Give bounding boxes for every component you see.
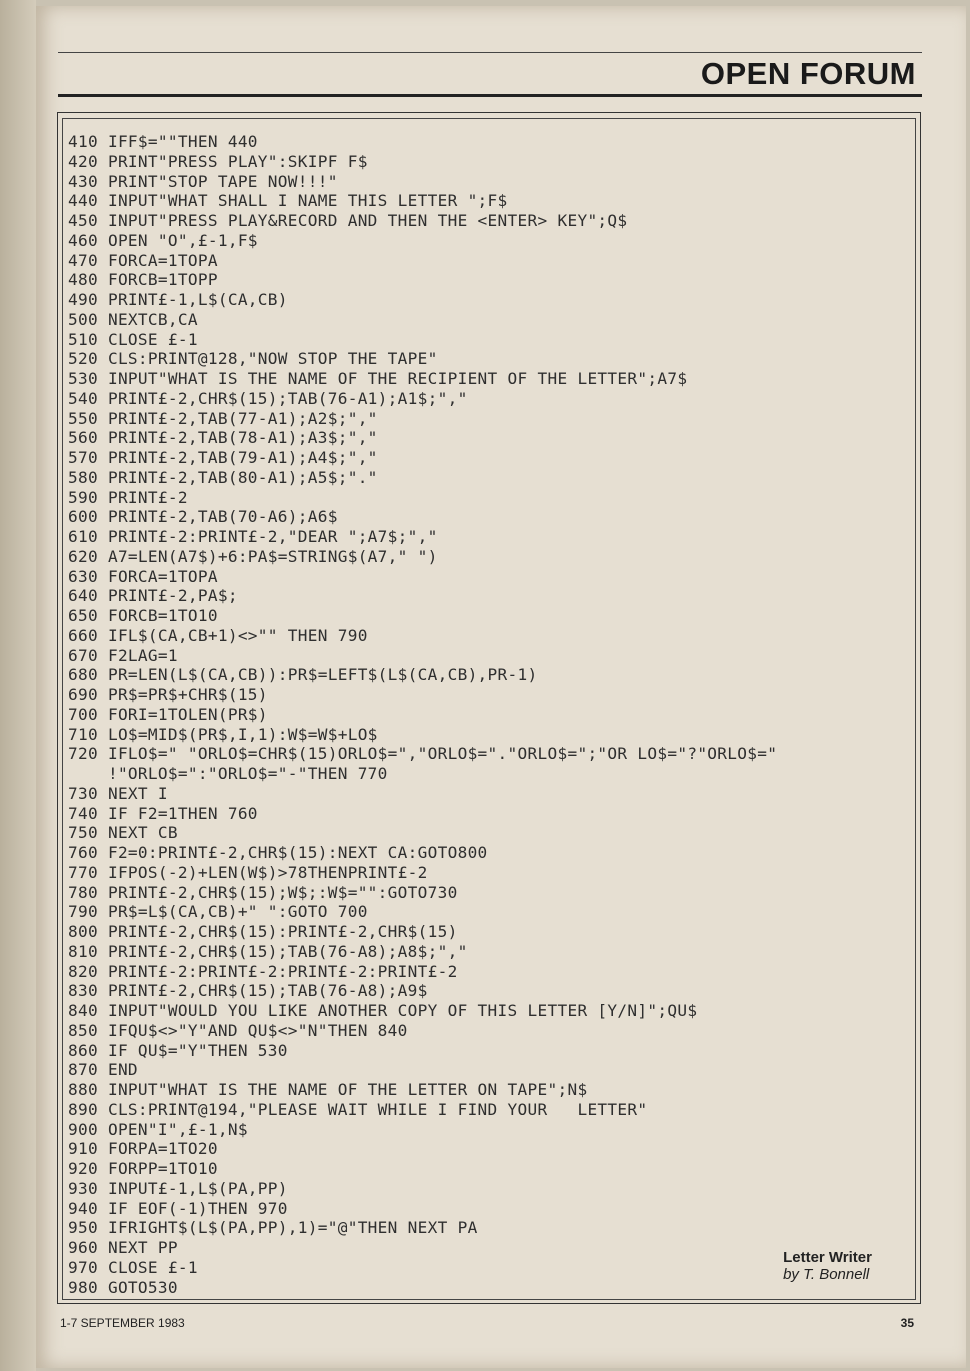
code-line: 510 CLOSE £-1 — [68, 329, 198, 349]
code-line: 880 INPUT"WHAT IS THE NAME OF THE LETTER ON TAPE";N$ — [68, 1080, 588, 1099]
code-line: 860 IF QU$="Y"THEN 530 — [68, 1040, 288, 1060]
code-line: 800 PRINT£-2,CHR$(15):PRINT£-2,CHR$(15) — [68, 922, 458, 941]
program-title: Letter Writer — [783, 1249, 872, 1266]
code-line: 730 NEXT I — [68, 783, 168, 803]
code-line: 680 PR=LEN(L$(CA,CB)):PR$=LEFT$(L$(CA,CB),PR-1) — [68, 665, 538, 685]
code-line: 870 END — [68, 1060, 138, 1080]
code-line: 950 IFRIGHT$(L$(PA,PP),1)="@"THEN NEXT PA — [68, 1218, 478, 1238]
code-line: 630 FORCA=1TOPA — [68, 566, 218, 586]
code-line: 660 IFL$(CA,CB+1)<>"" THEN 790 — [68, 625, 368, 645]
code-line: 980 GOTO530 — [68, 1277, 178, 1297]
code-line: 890 CLS:PRINT@194,"PLEASE WAIT WHILE I FIND YOUR LETTER" — [68, 1099, 648, 1119]
code-line: 740 IF F2=1THEN 760 — [68, 803, 258, 823]
code-line: 690 PR$=PR$+CHR$(15) — [68, 685, 268, 704]
code-line: 830 PRINT£-2,CHR$(15);TAB(76-A8);A9$ — [68, 981, 428, 1001]
code-line: 970 CLOSE £-1 — [68, 1257, 198, 1277]
code-line: !"ORLO$=":"ORLO$="-"THEN 770 — [68, 764, 388, 783]
article-credit — [783, 1249, 872, 1283]
code-line: 750 NEXT CB — [68, 823, 178, 843]
code-line: 590 PRINT£-2 — [68, 487, 188, 507]
code-line: 720 IFLO$=" "ORLO$=CHR$(15)ORLO$=","ORLO$="."ORLO$=";"OR LO$="?"ORLO$=" — [68, 744, 778, 764]
code-line: 700 FORI=1TOLEN(PR$) — [68, 704, 268, 724]
code-line: 550 PRINT£-2,TAB(77-A1);A2$;"," — [68, 408, 378, 428]
code-line: 440 INPUT"WHAT SHALL I NAME THIS LETTER ";F$ — [68, 191, 508, 211]
code-line: 650 FORCB=1TO10 — [68, 606, 218, 625]
code-line: 810 PRINT£-2,CHR$(15);TAB(76-A8);A8$;"," — [68, 941, 468, 961]
code-line: 930 INPUT£-1,L$(PA,PP) — [68, 1178, 288, 1198]
program-author: by T. Bonnell — [783, 1266, 870, 1283]
code-line: 430 PRINT"STOP TAPE NOW!!!" — [68, 171, 338, 191]
page-gutter — [0, 0, 36, 1371]
code-line: 920 FORPP=1TO10 — [68, 1159, 218, 1178]
code-line: 420 PRINT"PRESS PLAY":SKIPF F$ — [68, 151, 368, 171]
page-number: 35 — [900, 1316, 914, 1330]
code-line: 790 PR$=L$(CA,CB)+" ":GOTO 700 — [68, 902, 368, 922]
code-line: 620 A7=LEN(A7$)+6:PA$=STRING$(A7," ") — [68, 546, 438, 566]
code-line: 490 PRINT£-1,L$(CA,CB) — [68, 290, 288, 309]
code-line: 670 F2LAG=1 — [68, 645, 178, 665]
code-line: 520 CLS:PRINT@128,"NOW STOP THE TAPE" — [68, 349, 438, 369]
top-rule — [58, 52, 922, 53]
code-line: 640 PRINT£-2,PA$; — [68, 586, 238, 606]
code-line: 710 LO$=MID$(PR$,I,1):W$=W$+LO$ — [68, 724, 378, 744]
code-line: 610 PRINT£-2:PRINT£-2,"DEAR ";A7$;"," — [68, 527, 438, 546]
code-line: 410 IFF$=""THEN 440 — [68, 132, 258, 151]
issue-date: 1-7 SEPTEMBER 1983 — [60, 1316, 185, 1330]
code-line: 600 PRINT£-2,TAB(70-A6);A6$ — [68, 507, 338, 527]
code-line: 540 PRINT£-2,CHR$(15);TAB(76-A1);A1$;"," — [68, 388, 468, 408]
section-title: OPEN FORUM — [700, 56, 916, 91]
code-line: 480 FORCB=1TOPP — [68, 270, 218, 290]
code-line: 460 OPEN "O",£-1,F$ — [68, 230, 258, 250]
code-line: 530 INPUT"WHAT IS THE NAME OF THE RECIPIENT OF THE LETTER";A7$ — [68, 369, 688, 388]
code-line: 840 INPUT"WOULD YOU LIKE ANOTHER COPY OF THIS LETTER [Y/N]";QU$ — [68, 1001, 698, 1020]
code-line: 770 IFPOS(-2)+LEN(W$)>78THENPRINT£-2 — [68, 862, 428, 882]
code-line: 850 IFQU$<>"Y"AND QU$<>"N"THEN 840 — [68, 1020, 408, 1040]
code-line: 470 FORCA=1TOPA — [68, 250, 218, 270]
code-line: 580 PRINT£-2,TAB(80-A1);A5$;"." — [68, 467, 378, 487]
code-line: 500 NEXTCB,CA — [68, 309, 198, 329]
program-listing — [68, 132, 913, 1297]
code-line: 780 PRINT£-2,CHR$(15);W$;:W$="":GOTO730 — [68, 882, 458, 902]
code-line: 960 NEXT PP — [68, 1238, 178, 1257]
code-line: 940 IF EOF(-1)THEN 970 — [68, 1198, 288, 1218]
code-line: 910 FORPA=1TO20 — [68, 1139, 218, 1159]
code-line: 560 PRINT£-2,TAB(78-A1);A3$;"," — [68, 428, 378, 448]
code-line: 820 PRINT£-2:PRINT£-2:PRINT£-2:PRINT£-2 — [68, 961, 458, 981]
code-line: 570 PRINT£-2,TAB(79-A1);A4$;"," — [68, 448, 378, 467]
code-line: 900 OPEN"I",£-1,N$ — [68, 1119, 248, 1139]
title-rule — [58, 94, 922, 97]
code-line: 450 INPUT"PRESS PLAY&RECORD AND THEN THE <ENTER> KEY";Q$ — [68, 211, 628, 230]
code-line: 760 F2=0:PRINT£-2,CHR$(15):NEXT CA:GOTO800 — [68, 843, 488, 862]
